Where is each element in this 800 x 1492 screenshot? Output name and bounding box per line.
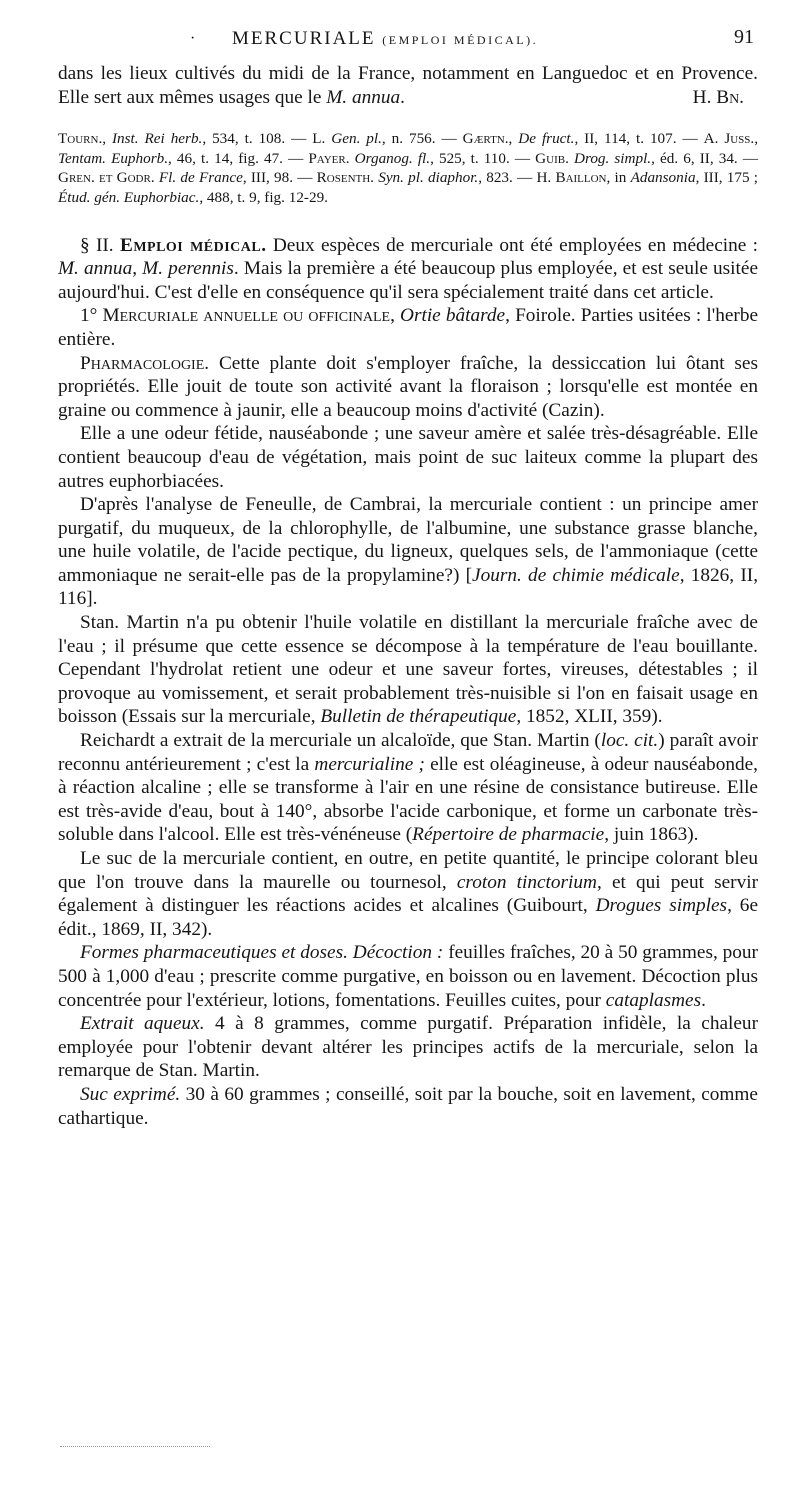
running-title-sub: (EMPLOI MÉDICAL). (382, 33, 539, 47)
paragraph-pharmacologie: Pharmacologie. Cette plante doit s'employer fraîche, la dessiccation lui ôtant ses propriétés. Elle jouit de toute son activité avant la floraison ; lorsqu'elle est montée en graine ou commence à jaunir, elle a beaucoup moins d'activité (Cazin). (58, 352, 758, 421)
page-header (0, 24, 800, 58)
paragraph-extrait-aqueux: Extrait aqueux. 4 à 8 grammes, comme purgatif. Préparation infidèle, la chaleur employée pour l'obtenir devant altérer les principes actifs de la mercuriale, selon la remarque de Stan. Martin. (58, 1013, 758, 1082)
section-number: § II. (80, 234, 114, 256)
page-body (58, 62, 758, 1130)
paragraph-suc-exprime: Suc exprimé. 30 à 60 grammes ; conseillé, soit par la bouche, soit en lavement, comme cathartique. (58, 1083, 758, 1129)
paragraph-mercuriale-annuelle: 1° Mercuriale annuelle ou officinale, Ortie bâtarde, Foirole. Parties usitées : l'herbe entière. (58, 305, 759, 350)
section-emploi-medical: § II. Emploi médical. Deux espèces de mercuriale ont été employées en médecine : M. annua, M. perennis. Mais la première a été beaucoup plus employée, et est seule usitée aujourd'hui. C'est d'elle en conséquence qu'il sera spécialement traité dans cet article. (58, 234, 758, 303)
intro-paragraph: dans les lieux cultivés du midi de la France, notamment en Languedoc et en Provence. Elle sert aux mêmes usages que le M. annua. (58, 63, 758, 108)
paragraph-stan-martin: Stan. Martin n'a pu obtenir l'huile volatile en distillant la mercuriale fraîche avec de l'eau ; il présume que cette essence se décompose à la température de l'eau bouillante. Cependant l'hydrolat retient une odeur et une saveur fortes, vireuses, détestables ; il provoque au vomissement, et serait probablement très-nuisible si l'on en faisait usage en boisson (Essais sur la mercuriale, Bulletin de thérapeutique, 1852, XLII, 359). (58, 612, 758, 728)
header-mark: · (190, 30, 196, 47)
paragraph-analyse: D'après l'analyse de Feneulle, de Cambrai, la mercuriale contient : un principe amer purgatif, du muqueux, de la chlorophylle, de l'albumine, une substance grasse blanche, une huile volatile, de l'acide pectique, du ligneux, quelques sels, de l'ammoniaque (cette ammoniaque ne serait-elle pas de la propylamine?) [Journ. de chimie médicale, 1826, II, 116]. (58, 494, 759, 610)
paragraph-suc-colorant: Le suc de la mercuriale contient, en outre, en petite quantité, le principe colorant bleu que l'on trouve dans la maurelle ou tournesol, croton tinctorium, et qui peut servir également à distinguer les réactions acides et alcalines (Guibourt, Drogues simples, 6e édit., 1869, II, 342). (58, 848, 759, 940)
section-title: Emploi médical. (119, 234, 267, 256)
footer-rule (60, 1446, 210, 1447)
paragraph-formes-doses: Formes pharmaceutiques et doses. Décoction : feuilles fraîches, 20 à 50 grammes, pour 500 à 1,000 d'eau ; prescrite comme purgative, en boisson ou en lavement. Décoction plus concentrée pour l'extérieur, lotions, fomentations. Feuilles cuites, pour cataplasmes. (58, 942, 758, 1011)
paragraph-reichardt: Reichardt a extrait de la mercuriale un alcaloïde, que Stan. Martin (loc. cit.) paraît avoir reconnu antérieurement ; c'est la mercurialine ; elle est oléagineuse, à odeur nauséabonde, à réaction alcaline ; elle se transforme à l'air en une résine de consistance butireuse. Elle est très-avide d'eau, bout à 140°, absorbe l'acide carbonique, et forme un carbonate très-soluble dans l'alcool. Elle est très-vénéneuse (Répertoire de pharmacie, juin 1863). (58, 730, 759, 846)
running-title-main: MERCURIALE (232, 28, 376, 49)
paragraph-odeur: Elle a une odeur fétide, nauséabonde ; une saveur amère et salée très-désagréable. Elle contient beaucoup d'eau de végétation, mais point de suc laiteux comme la plupart des autres euphorbiacées. (58, 423, 758, 492)
page-number: 91 (734, 26, 754, 48)
bibliography-references: Tourn., Inst. Rei herb., 534, t. 108. — L. Gen. pl., n. 756. — Gærtn., De fruct., II, 114, t. 107. — A. Juss., Tentam. Euphorb., 46, t. 14, fig. 47. — Payer. Organog. fl., 525, t. 110. — Guib. Drog. simpl., éd. 6, II, 34. — Gren. et Godr. Fl. de France, III, 98. — Rosenth. Syn. pl. diaphor., 823. — H. Baillon, in Adansonia, III, 175 ; Étud. gén. Euphorbiac., 488, t. 9, fig. 12-29. (58, 130, 759, 206)
author-signature: H. Bn. (692, 86, 744, 108)
running-title (232, 28, 538, 50)
